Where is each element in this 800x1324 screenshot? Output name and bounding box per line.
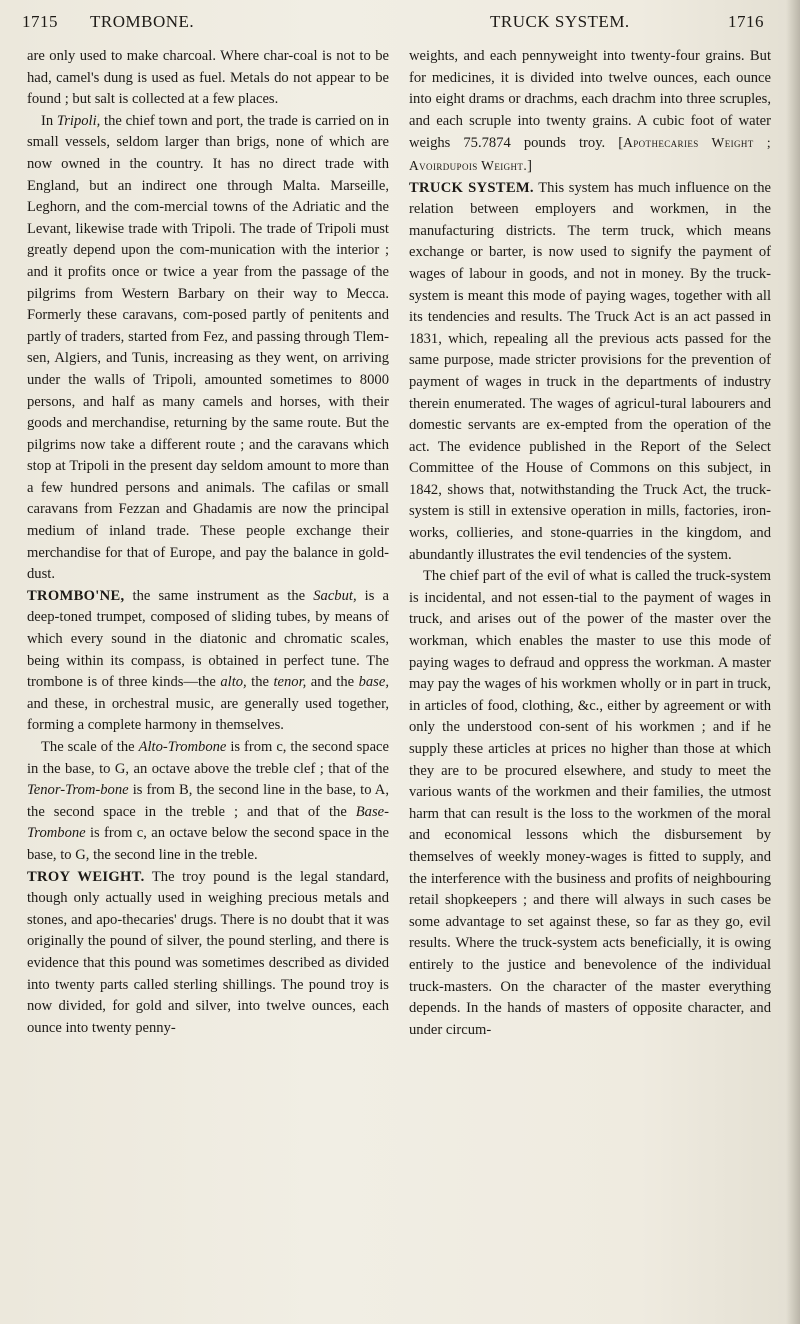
entry-text: is from c, an octave below the second space in the base, to G, the second line in the treble. xyxy=(27,825,389,863)
italic-term: base, xyxy=(358,674,389,691)
italic-term: alto, xyxy=(220,674,247,691)
troy-weight-headword: TROY WEIGHT. xyxy=(27,868,145,885)
italic-term: Base-Trombone xyxy=(27,803,389,842)
entry-text: ] xyxy=(527,157,532,174)
entry-text: This system has much influence on the relation between employers and workmen, in the manufacturing districts. The term truck, which means exchange or barter, is now used to signify the payment of wages of labour in goods, and not in money. By the truck-system is meant this mode of paying wages, together with all its tendencies and results. The Truck Act is an act passed in 1831, which, repealing all the previous acts passed for the same purpose, made stricter provisions for the prevention of payment of wages in truck in the departments of industry therein enumerated. The wages of agricul-tural labourers and domestic servants are ex-empted from the operation of the act. The evidence published in the Report of the Select Committee of the House of Commons on this subject, in 1842, shows that, notwithstanding the Truck Act, the truck-system is still in extensive operation in mills, factories, iron-works, collieries, and stone-quarries in the kingdom, and abundantly illustrates the evil tendencies of the system. xyxy=(409,179,771,563)
entry-text: and these, in orchestral music, are generally used together, forming a complete harmony in themselves. xyxy=(27,695,389,734)
right-column xyxy=(409,46,771,1041)
entry-text: is from c, the second space in the base, to G, an octave above the treble clef ; that of the xyxy=(27,739,389,777)
truck-system-evil-paragraph: The chief part of the evil of what is called the truck-system is incidental, and not essen-tial to the payment of wages in truck, and arises out of the power of the master over the workman, which enables the master to use this mode of paying wages to defraud and oppress the workman. A master may pay the wages of his workmen wholly or in part in truck, in articles of food, clothing, &c., either by agreement or with only the understood con-sent of his workmen ; and if he supply these articles at prices no higher than those at which they are to be procured elsewhere, and study to meet the various wants of the workmen and their families, the utmost harm that can result is the loss to the workmen of the moral and economical lessons which the disbursement by themselves of weekly money-wages is fitted to supply, and the interference with the business and profits of neighbouring retail shopkeepers ; and there will always in such cases be some advantage to set against these, so far as they go, evil results. Where the truck-system acts beneficially, it is owing entirely to the justice and benevolence of the individual truck-masters. On the character of the master everything depends. In the hands of masters of opposite character, and under circum- xyxy=(409,568,771,1038)
running-head xyxy=(0,12,800,38)
entry-text: is a deep-toned trumpet, composed of sliding tubes, by means of which every sound in the diatonic and chromatic scales, being within its compass, is obtained in perfect tune. The trombone is of three kinds—the xyxy=(27,587,389,691)
left-running-title: TROMBONE. xyxy=(90,12,195,31)
troy-weight-continuation xyxy=(409,46,771,178)
italic-term: Sacbut, xyxy=(313,587,357,604)
tripoli-italic: Tripoli, xyxy=(56,112,101,129)
italic-term: Alto-Trombone xyxy=(138,739,227,755)
entry-text: The scale of the xyxy=(41,739,139,755)
entry-text: weights, and each pennyweight into twenty-four grains. But for medicines, it is divided into twelve ounces, each ounce into eight drams or drachms, each drachm into three scruples, and each scruple into twenty grains. A cubic foot of water weighs 75.7874 pounds troy. [ xyxy=(409,48,771,152)
paragraph-text: the chief town and port, the trade is carried on in small vessels, seldom larger than brigs, none of which are now owned in the country. It has no direct trade with England, but an indirect one through Malta. Marseille, Leghorn, and the com-mercial towns of the Adriatic and the Levant, likewise trade with Tripoli. The trade of Tripoli must greatly depend upon the com-munication with the interior ; and it profits once or twice a year from the passage of the pilgrims from Western Barbary on their way to Mecca. Formerly these caravans, com-posed partly of penitents and partly of traders, started from Fez, and passing through Tlem-sen, Algiers, and Tunis, increasing as they went, on arriving under the walls of Tripoli, amounted sometimes to 8000 persons, and half as many camels and horses, with their goods and merchandise, returning by the same route. But the pilgrims now take a different route ; and the caravans which stop at Tripoli in the present day seldom amount to more than a few hundred persons and animals. The cafilas or small caravans from Fezzan and Ghadamis are now the principal medium of inland trade. These people exchange their merchandise for that of Europe, and pay the balance in gold-dust. xyxy=(27,112,389,583)
troy-weight-entry xyxy=(27,867,389,1040)
truck-system-entry xyxy=(409,178,771,567)
entry-text: The troy pound is the legal standard, though only actually used in weighing precious metals and stones, and apo-thecaries' drugs. There is no doubt that it was originally the pound of silver, the pound sterling, and there is evidence that this pound was sometimes described as divided into twenty parts called sterling shillings. The pound troy is now divided, for gold and silver, into twelve ounces, each ounce into twenty penny- xyxy=(27,868,389,1036)
italic-term: Tenor-Trom-bone xyxy=(27,782,129,799)
trombone-scale-paragraph xyxy=(27,737,389,867)
trombone-entry xyxy=(27,586,389,737)
truck-system-headword: TRUCK SYSTEM. xyxy=(409,179,534,196)
right-running-title: TRUCK SYSTEM. xyxy=(490,12,630,31)
entry-text: the xyxy=(246,674,274,691)
right-page-number: 1716 xyxy=(728,12,764,31)
tripoli-trade-paragraph xyxy=(27,111,389,586)
paragraph-text: In xyxy=(41,112,57,129)
trombone-headword: TROMBO'NE, xyxy=(27,587,125,604)
entry-text: the same instrument as the xyxy=(124,587,314,604)
left-column xyxy=(27,46,389,1039)
entry-text: is from B, the second line in the base, to A, the second space in the treble ; and that of the xyxy=(27,782,389,820)
italic-term: tenor, xyxy=(273,674,307,691)
left-page-number: 1715 xyxy=(22,12,58,31)
cross-reference[interactable]: Apothecaries Weight ; Avoirdupois Weight. xyxy=(409,135,771,173)
page-edge-shadow xyxy=(786,0,800,1324)
tripoli-continuation-paragraph: are only used to make charcoal. Where char-coal is not to be had, camel's dung is used as fuel. Metals do not appear to be found ; but salt is collected at a few places. xyxy=(27,48,389,108)
entry-text: and the xyxy=(306,674,359,691)
